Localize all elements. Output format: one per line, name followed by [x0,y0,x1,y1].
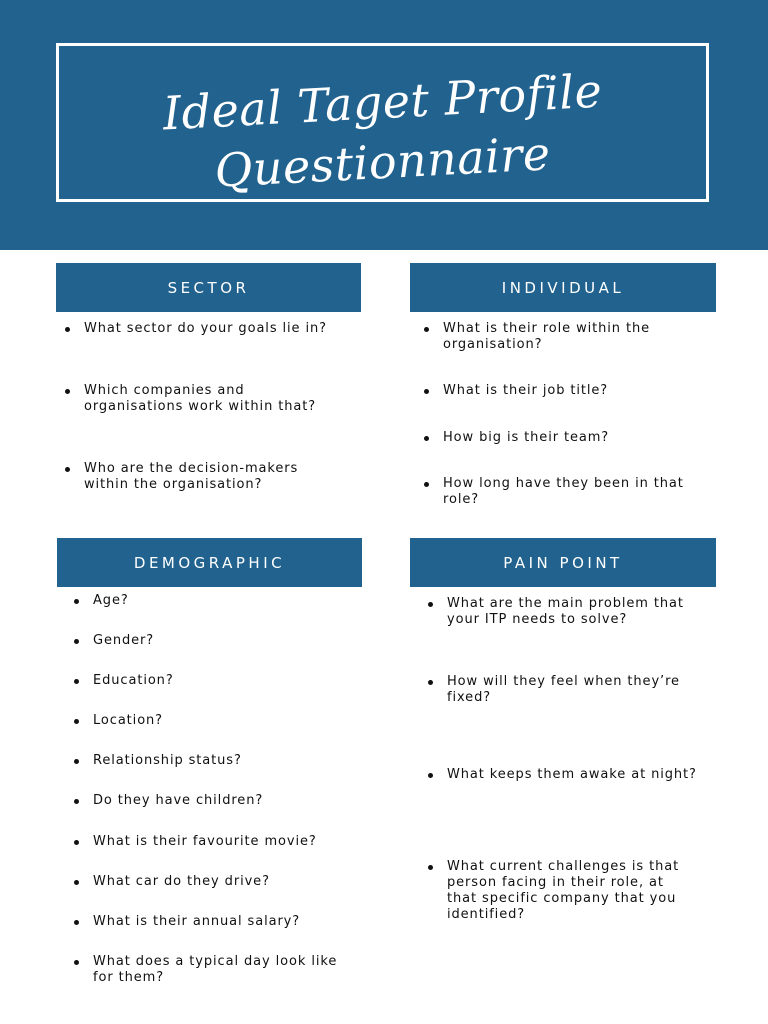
list-item [74,713,358,729]
bullet-icon [74,679,79,684]
question-text: Who are the decision-makers within the organisation? [84,461,299,492]
bullet-icon [74,920,79,925]
bullet-icon [424,389,429,394]
question-text: What keeps them awake at night? [447,767,697,782]
question-text: How long have they been in that role? [443,476,684,507]
list-item [65,321,334,337]
bullet-icon [65,467,70,472]
question-text: What current challenges is that person facing in their role, at that specific company that you identified? [447,859,680,922]
bullet-icon [74,960,79,965]
bullet-icon [428,773,433,778]
list-item [428,596,697,628]
bullet-icon [65,327,70,332]
bullet-icon [424,436,429,441]
page-title-line-2: Questionnaire [213,126,552,198]
list-item [424,430,698,446]
page-title-line-1: Ideal Taget Profile [161,63,604,141]
list-item [424,383,698,399]
bullet-icon [428,680,433,685]
bullet-icon [74,799,79,804]
list-item [74,954,358,986]
section-header-sector: SECTOR [56,263,361,312]
section-header-demographic: DEMOGRAPHIC [57,538,362,587]
question-text: How will they feel when they’re fixed? [447,674,680,705]
bullet-icon [74,840,79,845]
bullet-icon [74,719,79,724]
bullet-icon [74,880,79,885]
question-text: Which companies and organisations work within that? [84,383,317,414]
question-text: What is their job title? [443,383,609,398]
list-item [65,461,334,493]
header-banner [0,0,768,250]
list-item [74,914,358,930]
question-text: Location? [93,713,163,728]
list-item [74,593,358,609]
bullet-icon [74,639,79,644]
list-item [428,767,697,783]
bullet-icon [74,759,79,764]
question-text: What sector do your goals lie in? [84,321,327,336]
question-text: How big is their team? [443,430,610,445]
list-item [424,476,698,508]
list-item [74,874,358,890]
list-item [74,793,358,809]
list-item [74,834,358,850]
question-text: What does a typical day look like for them? [93,954,338,985]
title-frame [56,43,709,202]
list-item [428,859,697,923]
question-text: Age? [93,593,129,608]
bullet-icon [424,482,429,487]
question-text: What are the main problem that your ITP needs to solve? [447,596,684,627]
section-header-individual: INDIVIDUAL [410,263,716,312]
bullet-icon [74,599,79,604]
list-item [74,633,358,649]
question-text: What is their role within the organisation? [443,321,650,352]
question-text: What is their annual salary? [93,914,301,929]
question-text: Education? [93,673,174,688]
bullet-icon [428,865,433,870]
list-item [65,383,334,415]
question-text: What is their favourite movie? [93,834,317,849]
list-item [428,674,697,706]
bullet-icon [428,602,433,607]
question-text: Do they have children? [93,793,264,808]
section-header-pain-point: PAIN POINT [410,538,716,587]
list-item [74,753,358,769]
question-text: Gender? [93,633,155,648]
list-item [74,673,358,689]
question-text: What car do they drive? [93,874,270,889]
list-item [424,321,698,353]
bullet-icon [424,327,429,332]
question-text: Relationship status? [93,753,242,768]
bullet-icon [65,389,70,394]
